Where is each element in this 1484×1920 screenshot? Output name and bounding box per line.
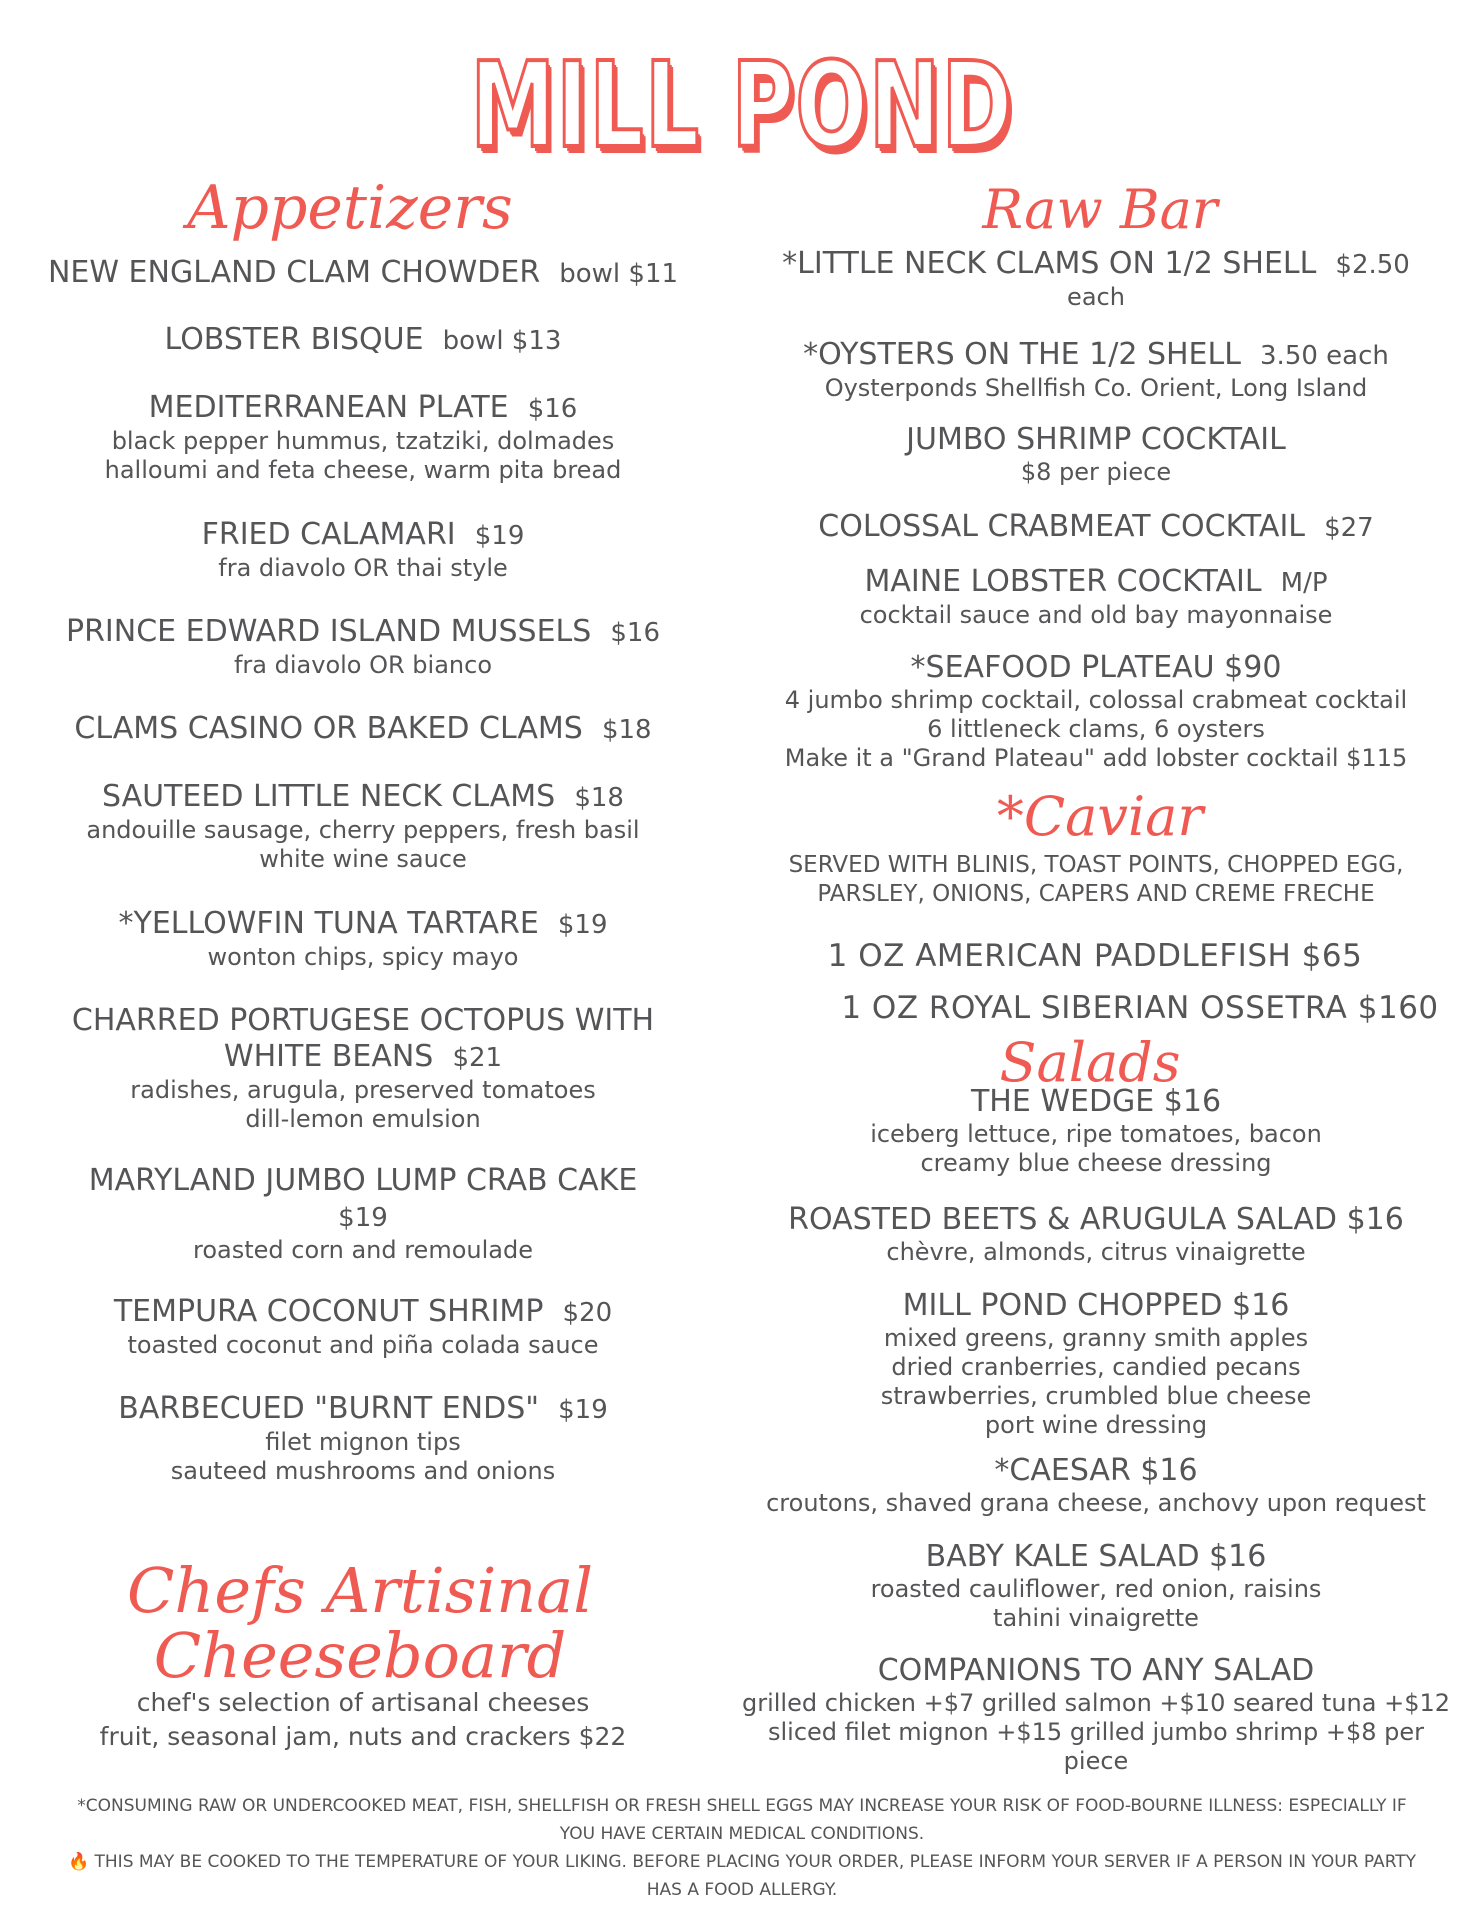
item-description: croutons, shaved grana cheese, anchovy upon request [766, 1489, 1426, 1517]
raw-bar-heading: Raw Bar [982, 178, 1218, 241]
item-description: chèvre, almonds, citrus vinaigrette [886, 1238, 1306, 1266]
cheeseboard-heading-line1: Chefs Artisinal [126, 1554, 594, 1627]
item-name: MARYLAND JUMBO LUMP CRAB CAKE [88, 1163, 638, 1198]
item-name: *YELLOWFIN TUNA TARTARE [118, 906, 539, 941]
menu-item [720, 1539, 1472, 1633]
item-price: $2.50 [1335, 250, 1410, 280]
menu-item [14, 1003, 712, 1134]
item-price: $16 [527, 394, 578, 424]
item-description: $8 per piece [1020, 458, 1172, 486]
menu-item [720, 1084, 1472, 1178]
item-price: bowl $11 [559, 259, 679, 289]
item-price: $19 [474, 521, 525, 551]
item-name: MEDITERRANEAN PLATE [148, 390, 509, 425]
item-price: $16 [610, 618, 660, 648]
footer-line: 🔥 THIS MAY BE COOKED TO THE TEMPERATURE OF YOUR LIKING. BEFORE PLACING YOUR ORDER, PLEASE INFORM YOUR SERVER IF A PERSON IN YOUR PARTY [67, 1852, 1417, 1872]
menu-item [14, 1391, 712, 1486]
item-description: fra diavolo OR thai style [218, 554, 508, 582]
item-description: black pepper hummus, tzatziki, dolmades halloumi and feta cheese, warm pita bread [104, 427, 622, 484]
menu-item [720, 1202, 1472, 1267]
item-price: $18 [574, 783, 624, 813]
caviar-heading: *Caviar [996, 785, 1204, 848]
item-description: each [1067, 283, 1125, 311]
appetizers-heading: Appetizers [187, 173, 513, 243]
item-name: ROASTED BEETS & ARUGULA SALAD $16 [788, 1202, 1404, 1237]
item-name: TEMPURA COCONUT SHRIMP [113, 1294, 544, 1329]
item-description: andouille sausage, cherry peppers, fresh basil white wine sauce [86, 816, 640, 873]
menu-item [14, 614, 712, 680]
footer-disclaimer [30, 1792, 1454, 1904]
item-price: 3.50 each [1260, 341, 1389, 371]
item-name: *OYSTERS ON THE 1/2 SHELL [803, 337, 1241, 372]
item-description: filet mignon tips sauteed mushrooms and onions [170, 1428, 556, 1485]
item-name: COLOSSAL CRABMEAT COCKTAIL [818, 509, 1306, 544]
cheeseboard-heading-line2: Cheeseboard [153, 1619, 567, 1692]
item-name: SAUTEED LITTLE NECK CLAMS [102, 779, 556, 814]
menu-item [14, 255, 712, 292]
item-name: NEW ENGLAND CLAM CHOWDER [47, 255, 541, 290]
caviar-item: 1 OZ AMERICAN PADDLEFISH $65 [827, 938, 1363, 974]
item-name: COMPANIONS TO ANY SALAD [877, 1653, 1315, 1688]
item-price: $20 [562, 1298, 613, 1328]
item-name: BARBECUED "BURNT ENDS" [118, 1391, 540, 1426]
footer-line: *CONSUMING RAW OR UNDERCOOKED MEAT, FISH, SHELLFISH OR FRESH SHELL EGGS MAY INCREASE YOUR RISK OF FOOD-BOURNE ILLNESS: ESPECIALLY IF [77, 1796, 1407, 1816]
item-description: radishes, arugula, preserved tomatoes dill-lemon emulsion [130, 1076, 596, 1133]
item-description: toasted coconut and piña colada sauce [127, 1331, 599, 1359]
item-description: cocktail sauce and old bay mayonnaise [859, 601, 1333, 629]
menu-item [14, 779, 712, 874]
footer-line: HAS A FOOD ALLERGY. [646, 1880, 838, 1900]
item-name: PRINCE EDWARD ISLAND MUSSELS [66, 614, 592, 649]
item-name: MILL POND CHOPPED $16 [902, 1288, 1290, 1323]
item-description: wonton chips, spicy mayo [207, 943, 519, 971]
menu-item [720, 1453, 1472, 1518]
item-price: $19 [558, 1395, 608, 1425]
menu-item [14, 711, 712, 748]
item-description: grilled chicken +$7 grilled salmon +$10 seared tuna +$12 sliced filet mignon +$15 grilled jumbo shrimp +$8 per piece [741, 1689, 1451, 1775]
item-description: iceberg lettuce, ripe tomatoes, bacon creamy blue cheese dressing [870, 1120, 1322, 1177]
item-price: $19 [557, 910, 608, 940]
menu-item [14, 322, 712, 359]
item-description: mixed greens, granny smith apples dried cranberries, candied pecans strawberries, crumbled blue cheese port wine dressing [880, 1324, 1312, 1439]
item-name: JUMBO SHRIMP COCKTAIL [906, 422, 1286, 457]
menu-item [14, 517, 712, 583]
item-price: $18 [601, 715, 652, 745]
item-name: FRIED CALAMARI [201, 517, 456, 552]
item-name: *CAESAR $16 [994, 1453, 1198, 1488]
item-description: 4 jumbo shrimp cocktail, colossal crabmeat cocktail 6 littleneck clams, 6 oysters Make it a "Grand Plateau" add lobster cocktail $115 [784, 686, 1408, 772]
item-name: *SEAFOOD PLATEAU $90 [910, 650, 1282, 685]
footer-line: YOU HAVE CERTAIN MEDICAL CONDITIONS. [559, 1824, 925, 1844]
item-name: MAINE LOBSTER COCKTAIL [864, 564, 1262, 599]
menu-item [720, 1653, 1472, 1776]
menu-item [14, 390, 712, 485]
item-description: roasted cauliflower, red onion, raisins tahini vinaigrette [870, 1575, 1322, 1632]
item-name: THE WEDGE $16 [970, 1084, 1222, 1119]
item-name: CHARRED PORTUGESE OCTOPUS WITH WHITE BEANS [71, 1003, 655, 1074]
menu-item [720, 1288, 1472, 1440]
item-name: LOBSTER BISQUE [164, 322, 424, 357]
salads-list [720, 0, 1472, 1800]
item-description: roasted corn and remoulade [193, 1236, 533, 1264]
caviar-served-with: SERVED WITH BLINIS, TOAST POINTS, CHOPPED EGG, PARSLEY, ONIONS, CAPERS AND CREME FRECHE [788, 852, 1404, 907]
flame-icon: 🔥 [67, 1852, 90, 1872]
item-description: fra diavolo OR bianco [233, 651, 493, 679]
item-price: M/P [1280, 568, 1328, 598]
menu-item [14, 1294, 712, 1360]
item-description: Oysterponds Shellfish Co. Orient, Long Island [824, 374, 1368, 402]
appetizers-list [14, 0, 712, 1500]
caviar-item: 1 OZ ROYAL SIBERIAN OSSETRA $160 [841, 990, 1439, 1026]
item-price: $27 [1324, 513, 1374, 543]
restaurant-title: MILL POND [470, 36, 1014, 174]
item-name: *LITTLE NECK CLAMS ON 1/2 SHELL [782, 246, 1317, 281]
salads-heading: Salads [999, 1031, 1181, 1094]
cheeseboard-description: chef's selection of artisanal cheeses fruit, seasonal jam, nuts and crackers $22 [99, 1688, 627, 1751]
menu-item [14, 906, 712, 972]
menu-item [14, 1163, 712, 1265]
item-name: CLAMS CASINO OR BAKED CLAMS [74, 711, 583, 746]
item-price: bowl $13 [442, 326, 562, 356]
item-price: $19 [338, 1203, 388, 1233]
item-name: BABY KALE SALAD $16 [925, 1539, 1267, 1574]
item-price: $21 [452, 1043, 503, 1073]
